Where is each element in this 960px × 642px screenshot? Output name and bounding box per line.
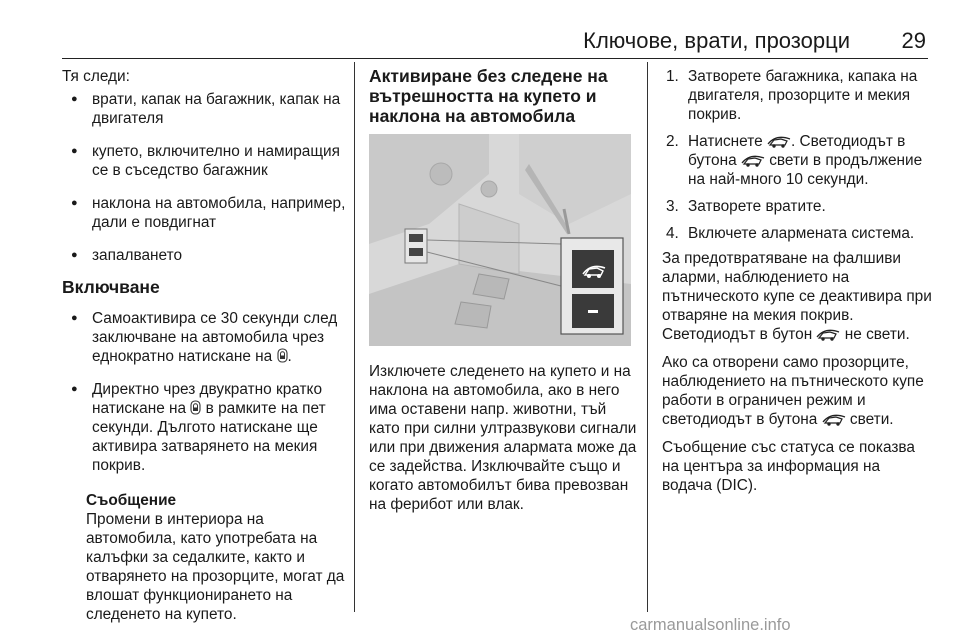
step-text: . Светодиодът в бутона: [688, 133, 906, 169]
monitored-list: [62, 90, 348, 265]
step-text: Натиснете: [688, 133, 767, 150]
false-alarm-paragraph: [662, 249, 932, 344]
right-column: [662, 62, 932, 495]
step-item: [662, 67, 932, 124]
left-column: [62, 62, 348, 624]
illustration-interior-button: [369, 134, 631, 346]
list-item-text: наклона на автомобила, например, дали е повдигнат: [92, 195, 346, 231]
column-divider-right: [647, 62, 648, 612]
dic-paragraph: Съобщение със статуса се показва на центъра за информация на водача (DIC).: [662, 439, 915, 494]
step-item: [662, 132, 932, 189]
page-title: Ключове, врати, прозорци: [583, 28, 850, 53]
step-number: 4.: [666, 225, 679, 242]
list-item: [62, 309, 348, 366]
paragraph-text: Ако са отворени само прозорците, наблюдението на пътническото купе работи в ограничен режим и светодиодът в бутона: [662, 354, 924, 428]
list-item-text: врати, капак на багажник, капак на двигателя: [92, 91, 341, 127]
section-heading-deactivate: Активиране без следене на вътрешността на купето и наклона на автомобила: [369, 66, 608, 126]
step-text: Затворете вратите.: [688, 198, 826, 215]
step-item: [662, 197, 932, 216]
list-item: [62, 246, 348, 265]
list-item-text: в рамките на пет секунди. Дългото натискане ще активира затварянето на мекия покрив.: [92, 400, 326, 474]
step-text: Затворете багажника, капака на двигателя, прозорците и мекия покрив.: [688, 68, 918, 123]
key-lock-icon: [190, 400, 201, 415]
middle-column-body: [369, 362, 637, 514]
list-item-text: купето, включително и намиращия се в съседство багажник: [92, 143, 340, 179]
header-rule: [62, 58, 928, 59]
car-tilt-icon: [816, 327, 840, 341]
car-tilt-icon: [822, 412, 846, 426]
illustration-svg: [369, 134, 631, 346]
step-text: Включете алармената система.: [688, 225, 915, 242]
list-item: [62, 194, 348, 232]
page-header: [0, 0, 960, 56]
paragraph-text: не свети.: [840, 326, 910, 343]
list-item-text: запалването: [92, 247, 183, 264]
list-item: [62, 380, 348, 475]
activation-list: [62, 309, 348, 475]
windows-paragraph: [662, 353, 932, 429]
monitor-intro: Тя следи:: [62, 68, 130, 85]
note-title: Съобщение: [86, 492, 177, 509]
page-number: 29: [901, 28, 926, 53]
column-divider-left: [354, 62, 355, 612]
car-tilt-icon: [767, 134, 791, 148]
key-lock-icon: [277, 348, 288, 363]
step-number: 3.: [666, 198, 679, 215]
step-item: [662, 224, 932, 243]
list-item-text: Самоактивира се 30 секунди след заключване на автомобила чрез еднократно натискане на: [92, 310, 338, 365]
car-tilt-icon: [741, 153, 765, 167]
list-item-text: .: [287, 348, 292, 365]
middle-column: [369, 62, 637, 126]
watermark: carmanualsonline.info: [630, 616, 791, 634]
step-number: 1.: [666, 68, 679, 85]
section-heading-activation: Включване: [62, 277, 160, 297]
step-number: 2.: [666, 133, 679, 150]
steps-list: [662, 67, 932, 243]
deactivate-body: Изключете следенето на купето и на наклона на автомобила, ако в него има оставени напр. животни, тъй като при силни ултразвукови сигнали или при движения алармата може да се задейства. Изключвайте също и когато автомобилът бива превозван на ферибот или влак.: [369, 363, 637, 513]
list-item-text: Директно чрез двукратно кратко натискане на: [92, 381, 323, 417]
note-body: Промени в интериора на автомобила, като употребата на калъфки за седалките, както и отварянето на прозорците, могат да влошат функционирането на следенето на купето.: [86, 511, 345, 623]
paragraph-text: свети.: [845, 411, 894, 428]
list-item: [62, 142, 348, 180]
step-text: свети в продължение на най-много 10 секунди.: [688, 152, 923, 188]
list-item: [62, 90, 348, 128]
paragraph-text: За предотвратяване на фалшиви аларми, наблюдението на пътническото купе се деактивира при отваряне на мекия покрив. Светодиодът в бутон: [662, 250, 932, 343]
